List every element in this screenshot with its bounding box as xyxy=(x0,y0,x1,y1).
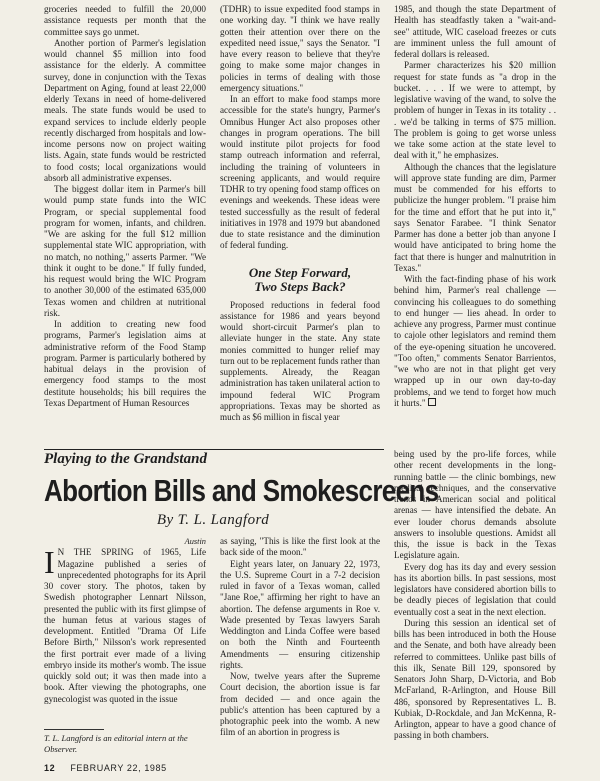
article-column-1 xyxy=(44,536,206,760)
paragraph-text: With the fact-finding phase of his work behind him, Parmer's real challenge — convincing his colleagues to do something to end hunger — lies ahead. In order to achieve any progress, Parmer must continue to cajole other legislators and remind them of the eye-opening situation he uncovered. "Too often," comments Senator Barrientos, "we who are not in that plight get very wrapped up in our own day-to-day problems, and we tend to forget how much it hurts." xyxy=(394,274,556,408)
dateline: Austin xyxy=(184,537,206,546)
article-byline: By T. L. Langford xyxy=(156,512,270,528)
note-rule xyxy=(44,729,104,730)
paragraph: Although the chances that the legislature will approve state funding are dim, Parmer must be commended for his efforts to publicize the hunger problem. "I praise him for the time and effort that he put into it," says Senator Farabee. "I think Senator Parmer has done a better job than anyone I would have anticipated to bring home the fact that there is hunger and malnutrition in Texas." xyxy=(394,161,556,273)
article-column-2 xyxy=(220,536,380,760)
paragraph: The biggest dollar item in Parmer's bill would pump state funds into the WIC Program, or special supplemental food program for women, infants, and children. "We are asking for the full $12 million supplemental state WIC appropriation, with no match, no nothing," asserts Parmer. "We think it ought to be done." If fully funded, his request would bring the WIC Program to another 30,000 of the estimated 635,000 Texas women and children at nutritional risk. xyxy=(44,184,206,318)
paragraph xyxy=(394,274,556,409)
top-column-1 xyxy=(44,4,206,444)
paragraph: as saying, "This is like the first look at the back side of the moon." xyxy=(220,536,380,558)
paragraph: Every dog has its day and every session has its abortion bills. In past sessions, most legislators have considered abortion bills to be deadly pieces of legislation that could eventually cost a seat in the next election. xyxy=(394,561,556,617)
subheading-line-2: Two Steps Back? xyxy=(254,278,346,294)
issue-date: FEBRUARY 22, 1985 xyxy=(70,763,167,773)
section-rule xyxy=(44,449,384,450)
paragraph: (TDHR) to issue expedited food stamps in one working day. "I think we have really gotten their attention over there on the expedited need issue," says the Senator. "I have every reason to believe that they're going to make some major changes in policies in terms of dealing with those emergency situations." xyxy=(220,4,380,93)
paragraph: Proposed reductions in federal food assistance for 1986 and years beyond would short-circuit Parmer's plan to alleviate hunger in the state. Any state monies committed to hunger relief may turn out to be replacement funds rather than supplements. Already, the Reagan administration has taken unilateral action to impound federal WIC Program appropriations. Texas may be shorted as much as $6 million in fiscal year xyxy=(220,299,380,422)
page-number: 12 xyxy=(44,763,56,773)
top-column-3 xyxy=(394,4,556,448)
paragraph: groceries needed to fulfill the 20,000 assistance requests per month that the committee says go unmet. xyxy=(44,4,206,37)
lead-text: N THE SPRING of 1965, Life Magazine published a series of unprecedented photographs for its April 30 cover story. The photos, taken by Swedish photographer Lennart Nilsson, presented the public with its first glimpse of the human fetus at various stages of development. Entitled "Drama Of Life Before Birth," Nilsson's work represented the first portrait ever made of a living embryo inside its mother's womb. The issue quickly sold out; it was then made into a book. After viewing the photographs, one gynecologist was quoted in the issue xyxy=(44,547,206,704)
page-footer xyxy=(44,763,167,773)
subheading-line-1: One Step Forward, xyxy=(248,264,352,280)
section-kicker: Playing to the Grandstand xyxy=(44,451,207,467)
top-column-2 xyxy=(220,4,380,448)
paragraph: Parmer characterizes his $20 million request for state funds as "a drop in the bucket. . . . If we were to attempt, by legislative waving of the wand, to solve the problem of hunger in Texas in its totality . . . we'd be talking in terms of $75 million. The problem is going to get worse unless we take some action at the state level to deal with it," he emphasizes. xyxy=(394,60,556,161)
paragraph: Eight years later, on January 22, 1973, the U.S. Supreme Court in a 7-2 decision ruled in favor of a Texas woman, called "Jane Roe," affirming her right to have an abortion. The defense arguments in Roe v. Wade presented by Texas lawyers Sarah Weddington and Linda Coffee were based on both the Ninth and Fourteenth Amendments — ensuring citizenship rights. xyxy=(220,558,380,670)
paragraph: 1985, and though the state Department of Health has steadfastly taken a "wait-and-see" attitude, WIC caseload freezes or cuts are imminent unless the full amount of federal dollars is released. xyxy=(394,4,556,59)
paragraph: In an effort to make food stamps more accessible for the state's hungry, Parmer's Omnibus Hunger Act also proposes other changes in program operations. The bill would institute pilot projects for food stamp outreach information and referral, including the training of volunteers in screening applicants, and would require TDHR to try opening food stamp offices on evenings and weekends. These ideas were tested successfully as the result of federal initiatives in 1978 and 1979 but abandoned due to state resistance and the diminution of federal funding. xyxy=(220,94,380,251)
end-mark-icon xyxy=(428,398,436,406)
lead-paragraph xyxy=(44,544,206,705)
paragraph: In addition to creating new food programs, Parmer's legislation aims at administrative reform of the Food Stamp program. Parmer is particularly bothered by habitual delays in the provision of emergency food stamps to the most destitute households; his bill requires the Texas Department of Human Resources xyxy=(44,319,206,408)
article-headline: Abortion Bills and Smokescreens xyxy=(44,473,439,508)
subheading xyxy=(220,266,380,294)
drop-cap: I xyxy=(44,544,55,581)
article-column-3 xyxy=(394,449,556,760)
paragraph: being used by the pro-life forces, while other recent developments in the long-running battle — the clinic bombings, new medical techniques, and the conservative trends in American social and political arenas — have intensified the debate. An ever louder chorus demands absolute answers to insoluble questions. Amidst all this, the issue is back in the Texas Legislature again. xyxy=(394,449,556,561)
author-note: T. L. Langford is an editorial intern at the Observer. xyxy=(44,733,188,754)
paragraph: During this session an identical set of bills has been introduced in both the House and the Senate, and both have already been referred to committees. Unlike past bills of this ilk, Senate Bill 129, sponsored by Senators John Sharp, D-Victoria, and Bob McFarland, R-Arlington, and House Bill 486, sponsored by Representatives L. B. Kubiak, D-Rockdale, and Jan McKenna, R-Arlington, appear to have a good chance of passing in both chambers. xyxy=(394,617,556,741)
paragraph: Now, twelve years after the Supreme Court decision, the abortion issue is far from decided — and once again the public's attention has been captured by a photographic peek into the womb. A new film of an abortion in progress is xyxy=(220,671,380,738)
paragraph: Another portion of Parmer's legislation would channel $5 million into food assistance for the elderly. A committee survey, done in conjunction with the Texas Department on Aging, found at least 22,000 elderly Texans in need of home-delivered meals. The state funds would be used to expand services to include elderly people recently discharged from hospitals and low-income persons now on project waiting lists. Again, state funds would be restricted to food costs; local organizations would absorb all administrative expenses. xyxy=(44,37,206,183)
